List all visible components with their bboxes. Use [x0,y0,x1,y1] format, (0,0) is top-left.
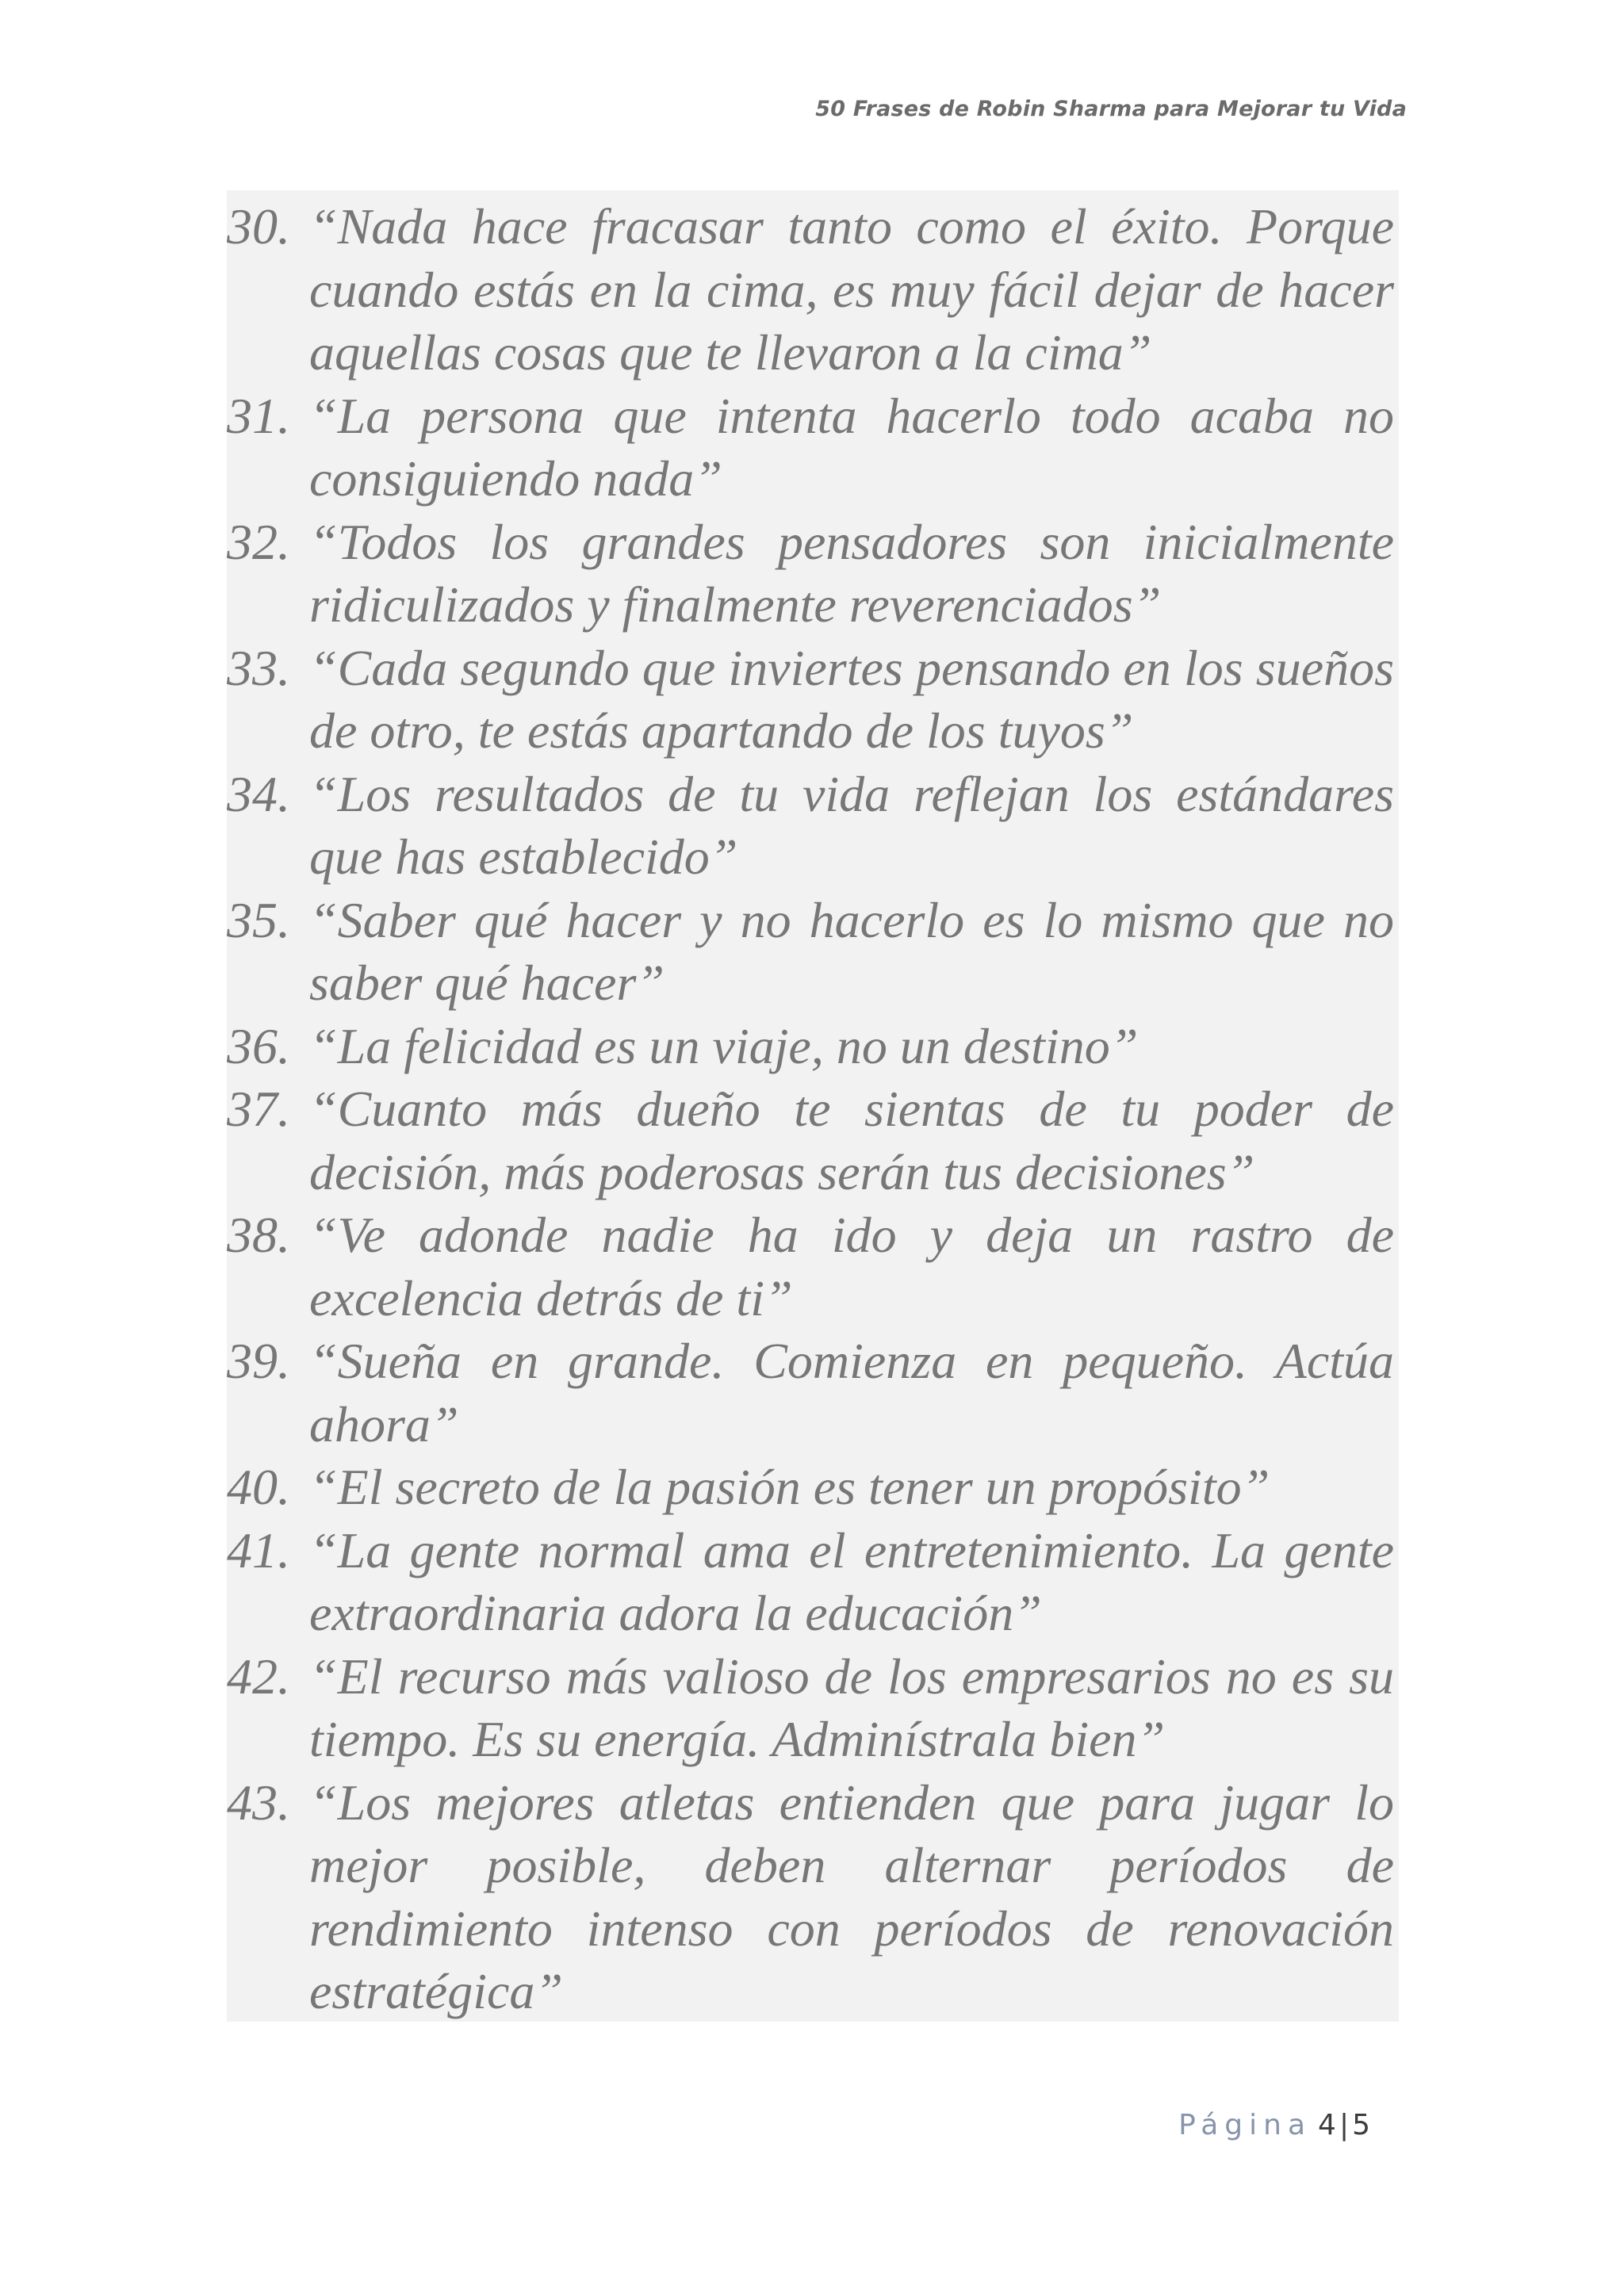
quote-number: 42. [227,1647,290,1705]
quote-number: 32. [227,513,290,570]
quote-text: “El recurso más valioso de los empresarios no es su tiempo. Es su energía. Adminístrala bien” [309,1647,1394,1767]
page-footer [1178,2109,1370,2141]
quote-item [227,637,1394,763]
page-number: 4 [1318,2109,1336,2141]
quote-number: 30. [227,198,290,254]
quote-list [227,195,1394,2023]
page-label: Página [1178,2109,1312,2141]
quote-text: “La persona que intenta hacerlo todo acaba no consiguiendo nada” [309,387,1394,507]
quote-item [227,511,1394,637]
quote-item [227,1519,1394,1645]
quote-text: “Saber qué hacer y no hacerlo es lo mismo que no saber qué hacer” [309,891,1394,1011]
quote-item [227,889,1394,1015]
quote-number: 37. [227,1081,290,1137]
quote-number: 43. [227,1774,290,1831]
quote-number: 33. [227,639,290,696]
quote-text: “Cada segundo que inviertes pensando en los sueños de otro, te estás apartando de los tuyos” [309,639,1394,759]
quote-text: “Nada hace fracasar tanto como el éxito. Porque cuando estás en la cima, es muy fácil dejar de hacer aquellas cosas que te llevaron a la cima” [309,198,1394,381]
quote-number: 39. [227,1333,290,1389]
quote-item [227,763,1394,889]
quote-text: “La gente normal ama el entretenimiento. La gente extraordinaria adora la educación” [309,1521,1394,1641]
quote-item [227,1771,1394,2023]
quote-text: “La felicidad es un viaje, no un destino” [309,1017,1139,1074]
quote-item [227,195,1394,385]
quote-item [227,1203,1394,1330]
quote-text: “Los mejores atletas entienden que para jugar lo mejor posible, deben alternar períodos de rendimiento intenso con períodos de renovación estratégica” [309,1774,1394,2019]
quote-number: 40. [227,1459,290,1515]
quote-number: 38. [227,1207,290,1263]
quote-number: 36. [227,1017,290,1074]
quote-text: “Ve adonde nadie ha ido y deja un rastro de excelencia detrás de ti” [309,1207,1394,1326]
quote-item [227,1330,1394,1456]
quote-number: 34. [227,765,290,822]
quote-text: “Sueña en grande. Comienza en pequeño. Actúa ahora” [309,1333,1394,1452]
quote-item [227,385,1394,511]
quote-number: 31. [227,387,290,444]
quote-text: “El secreto de la pasión es tener un propósito” [309,1459,1270,1515]
quote-number: 35. [227,891,290,948]
page-total: 5 [1352,2109,1370,2141]
quote-item [227,1015,1394,1078]
quote-text: “Todos los grandes pensadores son inicialmente ridiculizados y finalmente reverenciados” [309,513,1394,633]
quote-text: “Los resultados de tu vida reflejan los estándares que has establecido” [309,765,1394,885]
quote-number: 41. [227,1521,290,1578]
quote-text: “Cuanto más dueño te sientas de tu poder de decisión, más poderosas serán tus decisiones” [309,1081,1394,1200]
quote-item [227,1077,1394,1203]
running-header: 50 Frases de Robin Sharma para Mejorar tu Vida [815,97,1407,121]
quote-item [227,1456,1394,1519]
page-separator: | [1339,2109,1350,2141]
quote-item [227,1645,1394,1771]
